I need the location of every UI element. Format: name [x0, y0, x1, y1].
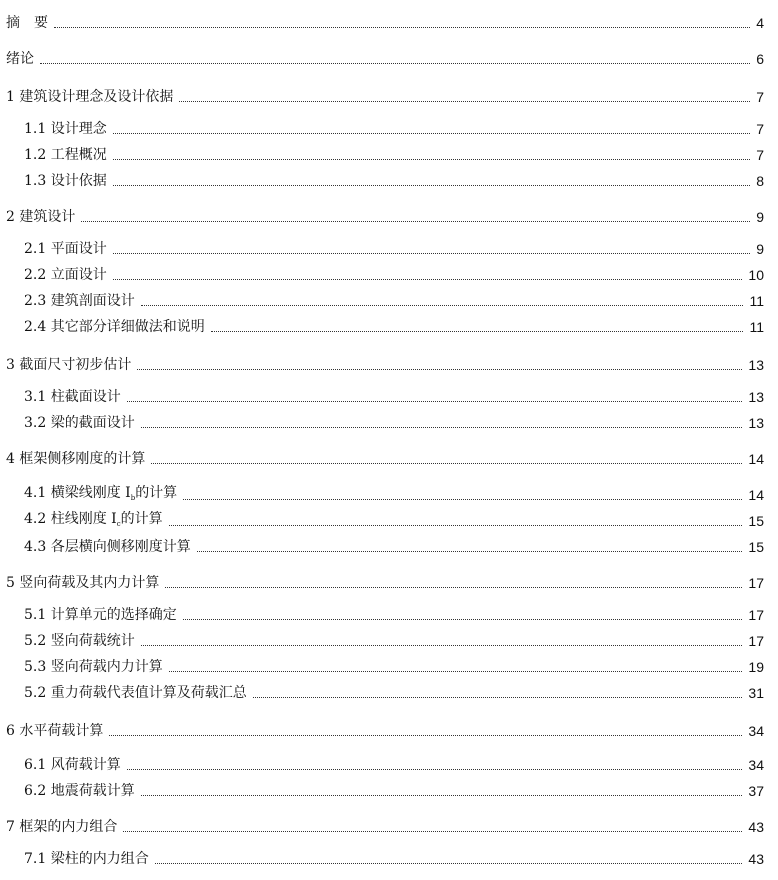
toc-entry-title — [24, 266, 109, 284]
toc-page-number: 17 — [748, 633, 764, 649]
toc-entry-label: 2 建筑设计 — [6, 209, 76, 225]
toc-entry-label: 2.2 立面设计 — [24, 267, 107, 283]
toc-entry-label-suffix: 的计算 — [120, 511, 163, 527]
dot-leader — [113, 185, 750, 186]
toc-entry[interactable] — [24, 510, 764, 530]
toc-entry-title — [6, 722, 105, 740]
toc-page-number: 11 — [749, 319, 764, 335]
dot-leader — [113, 133, 750, 134]
toc-entry-title — [24, 146, 109, 164]
dot-leader — [141, 427, 743, 428]
toc-page-number: 14 — [748, 451, 764, 467]
toc-page-number: 7 — [756, 121, 764, 137]
toc-entry-label: 3.1 柱截面设计 — [24, 389, 121, 405]
toc-entry-label: 6.2 地震荷载计算 — [24, 783, 135, 799]
toc-page-number: 13 — [748, 415, 764, 431]
toc-entry[interactable] — [24, 144, 764, 164]
dot-leader — [211, 331, 744, 332]
toc-entry-title — [6, 50, 36, 68]
dot-leader — [123, 831, 742, 832]
toc-entry-title — [24, 782, 137, 800]
dot-leader — [137, 369, 742, 370]
dot-leader — [165, 587, 742, 588]
toc-entry-subscript: b — [130, 494, 136, 502]
toc-entry-label: 1 建筑设计理念及设计依据 — [6, 89, 174, 105]
toc-entry[interactable] — [24, 290, 764, 310]
toc-entry-title — [24, 172, 109, 190]
toc-page-number: 34 — [748, 723, 764, 739]
toc-entry-title — [24, 484, 179, 504]
toc-entry-title — [6, 208, 77, 226]
toc-page-number: 34 — [748, 757, 764, 773]
toc-entry-label: 4.3 各层横向侧移刚度计算 — [24, 539, 191, 555]
toc-entry[interactable] — [24, 264, 764, 284]
toc-entry-title — [24, 684, 249, 702]
toc-entry-label: 2.4 其它部分详细做法和说明 — [24, 319, 205, 335]
toc-entry-label: 绪论 — [6, 51, 34, 67]
toc-entry[interactable] — [6, 720, 764, 740]
toc-page-number: 37 — [748, 783, 764, 799]
toc-entry-title — [24, 240, 109, 258]
toc-entry-label: 4.1 横梁线刚度 I — [24, 485, 131, 501]
toc-entry[interactable] — [6, 354, 764, 374]
toc-entry[interactable] — [24, 754, 764, 774]
toc-entry[interactable] — [24, 536, 764, 556]
dot-leader — [113, 279, 743, 280]
dot-leader — [253, 697, 743, 698]
toc-entry[interactable] — [24, 412, 764, 432]
toc-page-number: 8 — [756, 173, 764, 189]
dot-leader — [54, 27, 750, 28]
toc-entry-title — [6, 14, 50, 32]
toc-entry-label: 4 框架侧移刚度的计算 — [6, 451, 146, 467]
dot-leader — [127, 769, 743, 770]
toc-entry[interactable] — [6, 816, 764, 836]
toc-entry[interactable] — [24, 630, 764, 650]
toc-entry-label: 3.2 梁的截面设计 — [24, 415, 135, 431]
toc-entry[interactable] — [24, 682, 764, 702]
dot-leader — [81, 221, 750, 222]
toc-page-number: 7 — [756, 147, 764, 163]
toc-entry-label: 摘 要 — [6, 15, 48, 31]
toc-entry-title — [6, 450, 147, 468]
toc-entry[interactable] — [24, 604, 764, 624]
toc-entry-title — [24, 388, 123, 406]
toc-entry[interactable] — [6, 572, 764, 592]
toc-entry-title — [24, 414, 137, 432]
dot-leader — [179, 101, 750, 102]
dot-leader — [169, 671, 743, 672]
toc-page-number: 9 — [756, 209, 764, 225]
dot-leader — [109, 735, 742, 736]
toc-entry[interactable] — [24, 484, 764, 504]
toc-entry-label: 7.1 梁柱的内力组合 — [24, 851, 149, 867]
toc-entry[interactable] — [24, 386, 764, 406]
toc-entry-title — [24, 318, 207, 336]
toc-page-number: 13 — [748, 357, 764, 373]
toc-entry-label: 4.2 柱线刚度 I — [24, 511, 117, 527]
toc-entry[interactable] — [24, 656, 764, 676]
toc-entry-title — [6, 574, 161, 592]
toc-entry-title — [24, 756, 123, 774]
toc-entry-title — [24, 292, 137, 310]
toc-entry[interactable] — [24, 238, 764, 258]
toc-entry[interactable] — [24, 118, 764, 138]
dot-leader — [183, 499, 742, 500]
toc-entry-label: 2.1 平面设计 — [24, 241, 107, 257]
toc-page-number: 43 — [748, 819, 764, 835]
toc-entry[interactable] — [6, 206, 764, 226]
toc-page-number: 6 — [756, 51, 764, 67]
toc-entry-subscript: c — [116, 520, 121, 528]
dot-leader — [151, 463, 742, 464]
dot-leader — [127, 401, 743, 402]
toc-entry-label: 6.1 风荷载计算 — [24, 757, 121, 773]
toc-entry-title — [24, 538, 193, 556]
toc-entry[interactable] — [6, 12, 764, 32]
toc-entry[interactable] — [24, 780, 764, 800]
toc-entry-label: 5.2 重力荷载代表值计算及荷载汇总 — [24, 685, 247, 701]
toc-entry-label: 5 竖向荷载及其内力计算 — [6, 575, 160, 591]
dot-leader — [169, 525, 743, 526]
toc-entry-label: 3 截面尺寸初步估计 — [6, 357, 132, 373]
toc-entry-title — [24, 850, 151, 868]
toc-entry-title — [24, 120, 109, 138]
dot-leader — [141, 795, 743, 796]
toc-page-number: 15 — [748, 513, 764, 529]
toc-page-number: 13 — [748, 389, 764, 405]
toc-entry-label: 1.1 设计理念 — [24, 121, 107, 137]
toc-entry-label: 5.2 竖向荷载统计 — [24, 633, 135, 649]
toc-entry-label: 7 框架的内力组合 — [6, 819, 118, 835]
toc-page-number: 43 — [748, 851, 764, 867]
dot-leader — [113, 159, 750, 160]
toc-page-number: 15 — [748, 539, 764, 555]
toc-page-number: 17 — [748, 607, 764, 623]
toc-entry[interactable] — [6, 448, 764, 468]
toc-entry-label-suffix: 的计算 — [135, 485, 178, 501]
toc-page-number: 4 — [756, 15, 764, 31]
toc-page-number: 31 — [748, 685, 764, 701]
dot-leader — [141, 645, 743, 646]
toc-entry[interactable] — [24, 848, 764, 868]
toc-entry-title — [24, 632, 137, 650]
toc-entry-label: 5.1 计算单元的选择确定 — [24, 607, 177, 623]
toc-entry-title — [24, 510, 165, 530]
dot-leader — [183, 619, 743, 620]
toc-page-number: 19 — [748, 659, 764, 675]
toc-entry[interactable] — [24, 170, 764, 190]
toc-page-number: 10 — [748, 267, 764, 283]
toc-entry-title — [6, 88, 175, 106]
dot-leader — [40, 63, 750, 64]
toc-entry-label: 6 水平荷载计算 — [6, 723, 104, 739]
toc-page-number: 17 — [748, 575, 764, 591]
dot-leader — [141, 305, 744, 306]
toc-entry-label: 2.3 建筑剖面设计 — [24, 293, 135, 309]
toc-entry-label: 1.3 设计依据 — [24, 173, 107, 189]
toc-entry-title — [6, 818, 119, 836]
toc-entry-label: 1.2 工程概况 — [24, 147, 107, 163]
toc-entry-title — [6, 356, 133, 374]
toc-entry[interactable] — [24, 316, 764, 336]
toc-entry[interactable] — [6, 48, 764, 68]
dot-leader — [113, 253, 750, 254]
toc-page-number: 7 — [756, 89, 764, 105]
toc-entry-title — [24, 658, 165, 676]
toc-entry-title — [24, 606, 179, 624]
toc-page-number: 11 — [749, 293, 764, 309]
dot-leader — [197, 551, 743, 552]
toc-page-number: 9 — [756, 241, 764, 257]
toc-entry-label: 5.3 竖向荷载内力计算 — [24, 659, 163, 675]
toc-page-number: 14 — [748, 487, 764, 503]
dot-leader — [155, 863, 743, 864]
toc-entry[interactable] — [6, 86, 764, 106]
